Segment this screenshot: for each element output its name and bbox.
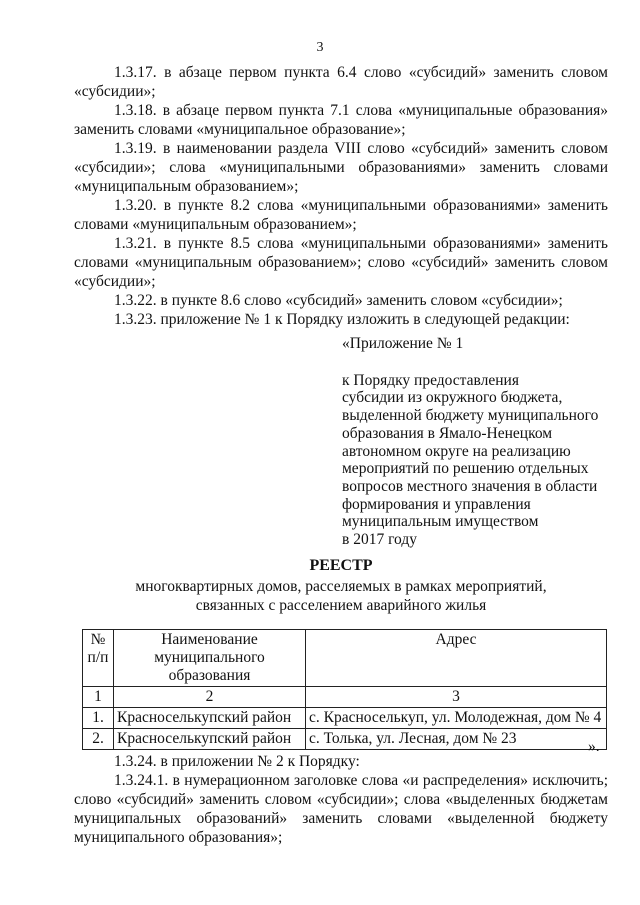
appendix-line: муниципальным имуществом xyxy=(342,513,539,531)
amendment-1-3-19: 1.3.19. в наименовании раздела VIII слово «субсидий» заменить словом «субсидии»; слова «муниципальными образованиями» заменить словами «муниципальным образованием»; xyxy=(74,140,608,195)
registry-table xyxy=(82,629,607,750)
amendment-1-3-23: 1.3.23. приложение № 1 к Порядку изложить в следующей редакции: xyxy=(114,311,570,328)
appendix-line: к Порядку предоставления xyxy=(342,371,519,389)
amendments-list xyxy=(74,63,608,329)
amendment-1-3-24: 1.3.24. в приложении № 2 к Порядку: xyxy=(114,753,360,770)
column-number: 1 xyxy=(83,687,114,708)
appendix-line: образования в Ямало-Ненецком xyxy=(342,424,553,442)
appendix-line: выделенной бюджету муниципального xyxy=(342,407,599,425)
row-municipality: Красноселькупский район xyxy=(114,708,306,729)
appendix-header xyxy=(342,335,622,549)
row-municipality: Красноселькупский район xyxy=(114,729,306,750)
appendix-line: в 2017 году xyxy=(342,531,417,549)
column-number: 3 xyxy=(306,687,607,708)
closing-quote: ». xyxy=(588,738,600,755)
header-municipality: Наименование муниципального образования xyxy=(114,630,306,687)
appendix-line: формирования и управления xyxy=(342,495,531,513)
header-address: Адрес xyxy=(306,630,607,687)
appendix-line: мероприятий по решению отдельных xyxy=(342,460,589,478)
registry-heading xyxy=(74,556,608,615)
amendment-1-3-17: 1.3.17. в абзаце первом пункта 6.4 слово «субсидий» заменить словом «субсидии»; xyxy=(74,64,608,100)
page-number: 3 xyxy=(316,40,324,55)
table-column-numbers-row xyxy=(83,687,607,708)
appendix-line: автономном округе на реализацию xyxy=(342,442,571,460)
registry-title: РЕЕСТР xyxy=(309,557,373,574)
registry-subtitle: связанных с расселением аварийного жилья xyxy=(195,597,487,614)
header-number: № п/п xyxy=(83,630,114,687)
amendment-1-3-21: 1.3.21. в пункте 8.5 слова «муниципальными образованиями» заменить словами «муниципальным образованием»; слово «субсидий» заменить словом «субсидии»; xyxy=(74,235,608,290)
column-number: 2 xyxy=(114,687,306,708)
appendix-title: «Приложение № 1 xyxy=(342,335,464,352)
row-number: 1. xyxy=(83,708,114,729)
table-row xyxy=(83,729,607,750)
row-address: с. Красноселькуп, ул. Молодежная, дом № 4 xyxy=(306,708,607,729)
row-address: с. Толька, ул. Лесная, дом № 23 xyxy=(306,729,607,750)
appendix-line: вопросов местного значения в области xyxy=(342,477,598,495)
row-number: 2. xyxy=(83,729,114,750)
amendment-1-3-24-1: 1.3.24.1. в нумерационном заголовке слова «и распределения» исключить; слово «субсидий» заменить словом «субсидии»; слова «выделенных бюджетам муниципальных образований» заменить словами «выделенной бюджету муниципального образования»; xyxy=(74,772,608,846)
table-row xyxy=(83,708,607,729)
amendment-1-3-20: 1.3.20. в пункте 8.2 слова «муниципальными образованиями» заменить словами «муниципальным образованием»; xyxy=(74,197,608,233)
appendix-line: субсидии из окружного бюджета, xyxy=(342,389,563,407)
amendment-1-3-22: 1.3.22. в пункте 8.6 слово «субсидий» заменить словом «субсидии»; xyxy=(114,292,563,309)
table-header-row xyxy=(83,630,607,687)
amendment-1-3-18: 1.3.18. в абзаце первом пункта 7.1 слова «муниципальные образования» заменить словами «муниципальное образование»; xyxy=(74,102,608,138)
further-amendments xyxy=(74,752,608,847)
registry-subtitle: многоквартирных домов, расселяемых в рамках мероприятий, xyxy=(135,578,547,595)
